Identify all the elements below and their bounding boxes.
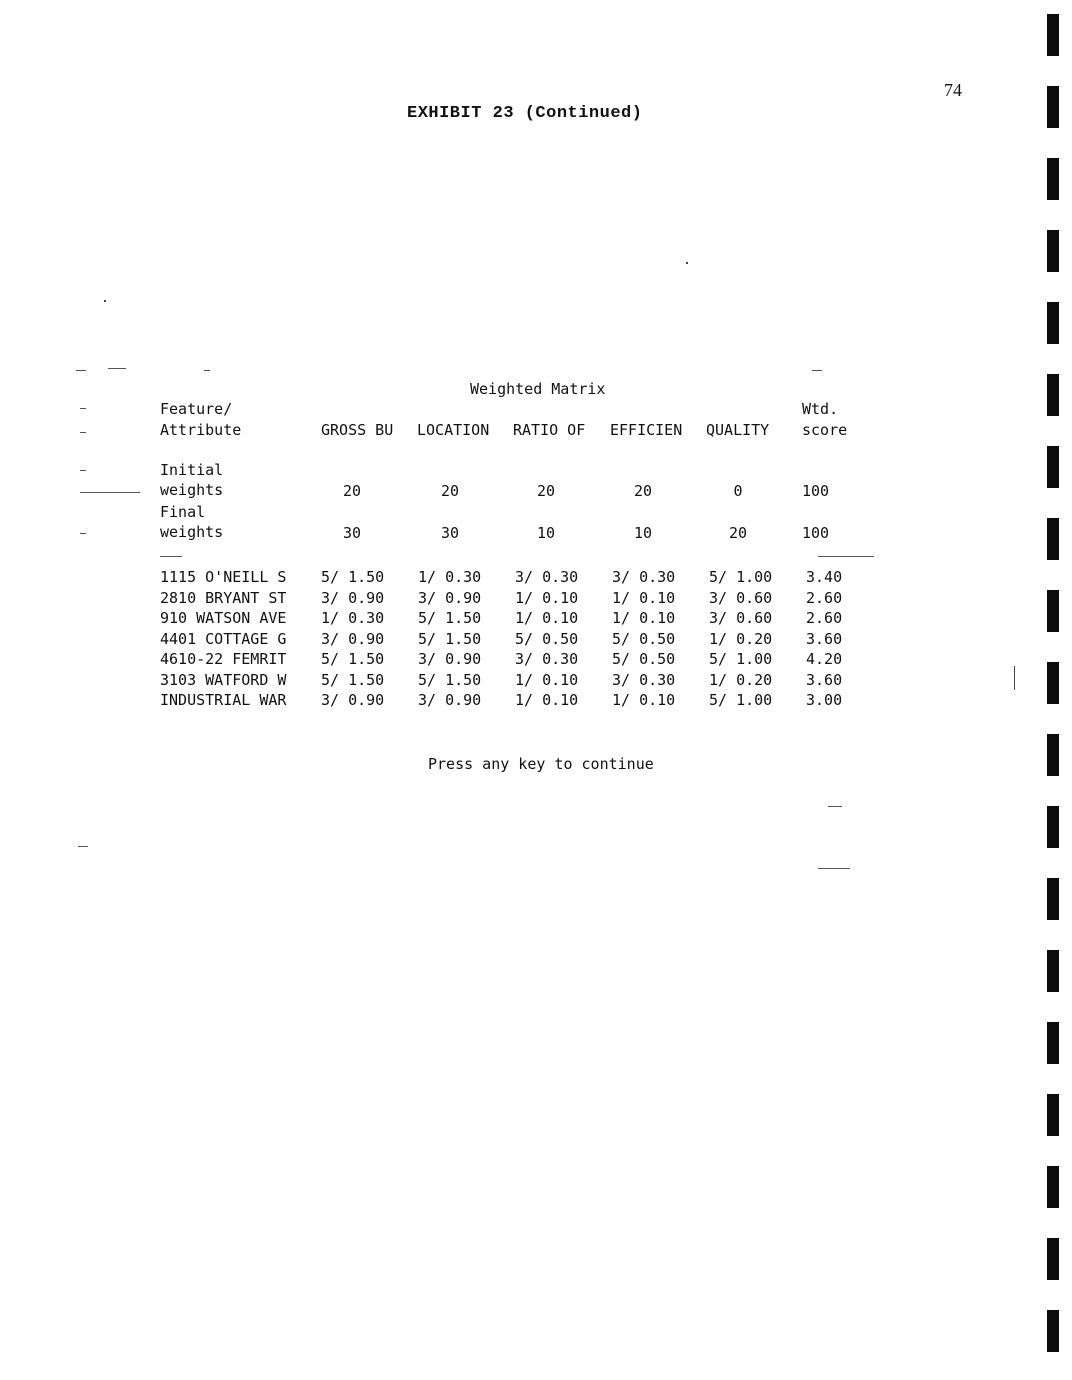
score-cell: 5/ 1.50	[321, 650, 385, 668]
score-cell: 5/ 1.50	[418, 629, 482, 648]
binding-mark	[1047, 302, 1059, 344]
final-weights-label: Final weights	[160, 503, 224, 541]
initial-weight-value: 20	[633, 482, 653, 500]
property-name: 4401 COTTAGE G	[160, 629, 287, 648]
score-cell: 1/ 0.10	[612, 609, 676, 627]
score-cell: 3/ 0.90	[321, 691, 385, 709]
score-cell: 5/ 1.50	[418, 609, 482, 627]
scan-speck	[104, 300, 106, 302]
scan-dash	[80, 408, 86, 409]
score-cell: 5/ 1.50	[321, 670, 385, 689]
binding-mark	[1047, 1310, 1059, 1352]
score-cell: 1/ 0.30	[418, 568, 482, 586]
weighted-score: 2.60	[806, 609, 843, 627]
scan-dash	[160, 556, 182, 557]
scan-dash	[80, 432, 86, 433]
initial-weights-total: 100	[802, 482, 830, 500]
score-cell: 3/ 0.60	[709, 609, 773, 627]
scan-dash	[818, 556, 874, 557]
score-cell: 5/ 1.00	[709, 568, 773, 586]
property-name: INDUSTRIAL WAR	[160, 691, 287, 709]
weighted-score: 4.20	[806, 650, 843, 668]
final-weight-value: 30	[440, 524, 460, 542]
score-cell: 1/ 0.10	[612, 691, 676, 709]
score-cell: 3/ 0.30	[515, 568, 579, 586]
score-cell: 1/ 0.10	[515, 691, 579, 709]
binding-mark	[1047, 14, 1059, 56]
property-name: 4610-22 FEMRIT	[160, 650, 287, 668]
page-number: 74	[944, 80, 962, 100]
score-cell: 3/ 0.90	[418, 650, 482, 668]
score-cell: 3/ 0.30	[612, 568, 676, 586]
score-cell: 3/ 0.90	[418, 691, 482, 709]
score-cell: 5/ 1.50	[321, 568, 385, 586]
binding-mark	[1047, 590, 1059, 632]
score-cell: 1/ 0.20	[709, 629, 773, 648]
continue-prompt: Press any key to continue	[428, 755, 654, 773]
weighted-score: 3.00	[806, 691, 843, 709]
score-cell: 1/ 0.10	[515, 670, 579, 689]
table-row	[160, 609, 866, 630]
table-row	[160, 630, 866, 651]
feature-header-line: Feature/	[160, 400, 233, 418]
score-cell: 3/ 0.90	[418, 588, 482, 607]
score-header-line: Wtd.	[802, 400, 839, 418]
scan-dash	[204, 370, 210, 371]
feature-header	[160, 399, 241, 441]
score-cell: 3/ 0.90	[321, 629, 385, 648]
property-name: 1115 O'NEILL S	[160, 568, 287, 586]
scan-dash	[812, 370, 822, 371]
binding-mark	[1047, 230, 1059, 272]
table-row	[160, 691, 866, 712]
column-header-ratio: RATIO OF	[513, 421, 586, 439]
property-name: 910 WATSON AVE	[160, 609, 287, 627]
column-header-gross: GROSS BU	[321, 421, 394, 439]
binding-mark	[1047, 806, 1059, 848]
scan-dash	[80, 470, 86, 471]
initial-weight-value: 0	[733, 482, 743, 500]
initial-weights-label: Initial weights	[160, 461, 224, 499]
weighted-score: 3.60	[806, 629, 843, 648]
score-cell: 1/ 0.10	[515, 588, 579, 607]
binding-mark	[1047, 662, 1059, 704]
score-cell: 5/ 1.00	[709, 691, 773, 709]
score-cell: 1/ 0.10	[612, 588, 676, 607]
score-cell: 3/ 0.90	[321, 588, 385, 607]
score-cell: 3/ 0.60	[709, 588, 773, 607]
binding-mark	[1047, 1022, 1059, 1064]
weighted-score: 3.60	[806, 670, 843, 689]
scan-dash	[818, 868, 850, 869]
table-row	[160, 671, 866, 692]
score-cell: 5/ 1.00	[709, 650, 773, 668]
scan-dash	[828, 806, 842, 807]
feature-header-line: Attribute	[160, 421, 242, 439]
binding-mark	[1047, 878, 1059, 920]
matrix-title: Weighted Matrix	[470, 380, 606, 398]
binding-mark	[1047, 86, 1059, 128]
binding-mark	[1047, 518, 1059, 560]
final-weight-value: 30	[342, 524, 362, 542]
score-header	[802, 399, 847, 441]
scan-dash	[76, 370, 86, 371]
weighted-score: 2.60	[806, 588, 843, 607]
binding-mark	[1047, 1094, 1059, 1136]
scan-dash	[108, 368, 126, 369]
property-rows	[160, 568, 866, 712]
binding-mark	[1047, 1238, 1059, 1280]
binding-mark	[1047, 734, 1059, 776]
binding-mark	[1047, 1166, 1059, 1208]
initial-weight-value: 20	[536, 482, 556, 500]
binding-marks	[1047, 0, 1061, 1380]
initial-weight-value: 20	[440, 482, 460, 500]
score-cell: 1/ 0.20	[709, 670, 773, 689]
final-weight-value: 20	[728, 524, 748, 542]
final-weight-value: 10	[536, 524, 556, 542]
scan-dash	[80, 492, 140, 493]
column-header-quality: QUALITY	[706, 421, 770, 439]
scan-speck	[686, 262, 688, 264]
final-weights-total: 100	[802, 524, 830, 542]
property-name: 3103 WATFORD W	[160, 670, 287, 689]
score-cell: 5/ 0.50	[612, 629, 676, 648]
table-row	[160, 589, 866, 610]
table-row	[160, 650, 866, 671]
binding-mark	[1047, 158, 1059, 200]
weighted-score: 3.40	[806, 568, 843, 586]
final-weight-value: 10	[633, 524, 653, 542]
exhibit-title: EXHIBIT 23 (Continued)	[407, 104, 643, 123]
binding-mark	[1047, 374, 1059, 416]
column-header-location: LOCATION	[417, 421, 490, 439]
initial-weight-value: 20	[342, 482, 362, 500]
binding-mark	[1047, 446, 1059, 488]
scan-dash	[80, 533, 86, 534]
score-cell: 3/ 0.30	[612, 670, 676, 689]
scan-dash	[78, 846, 88, 847]
score-cell: 5/ 0.50	[612, 650, 676, 668]
score-header-line: score	[802, 421, 848, 439]
score-cell: 5/ 0.50	[515, 629, 579, 648]
scan-speck	[1014, 666, 1015, 690]
score-cell: 5/ 1.50	[418, 670, 482, 689]
score-cell: 3/ 0.30	[515, 650, 579, 668]
table-row	[160, 568, 866, 589]
property-name: 2810 BRYANT ST	[160, 588, 287, 607]
column-header-efficiency: EFFICIEN	[610, 421, 683, 439]
score-cell: 1/ 0.10	[515, 609, 579, 627]
binding-mark	[1047, 950, 1059, 992]
score-cell: 1/ 0.30	[321, 609, 385, 627]
